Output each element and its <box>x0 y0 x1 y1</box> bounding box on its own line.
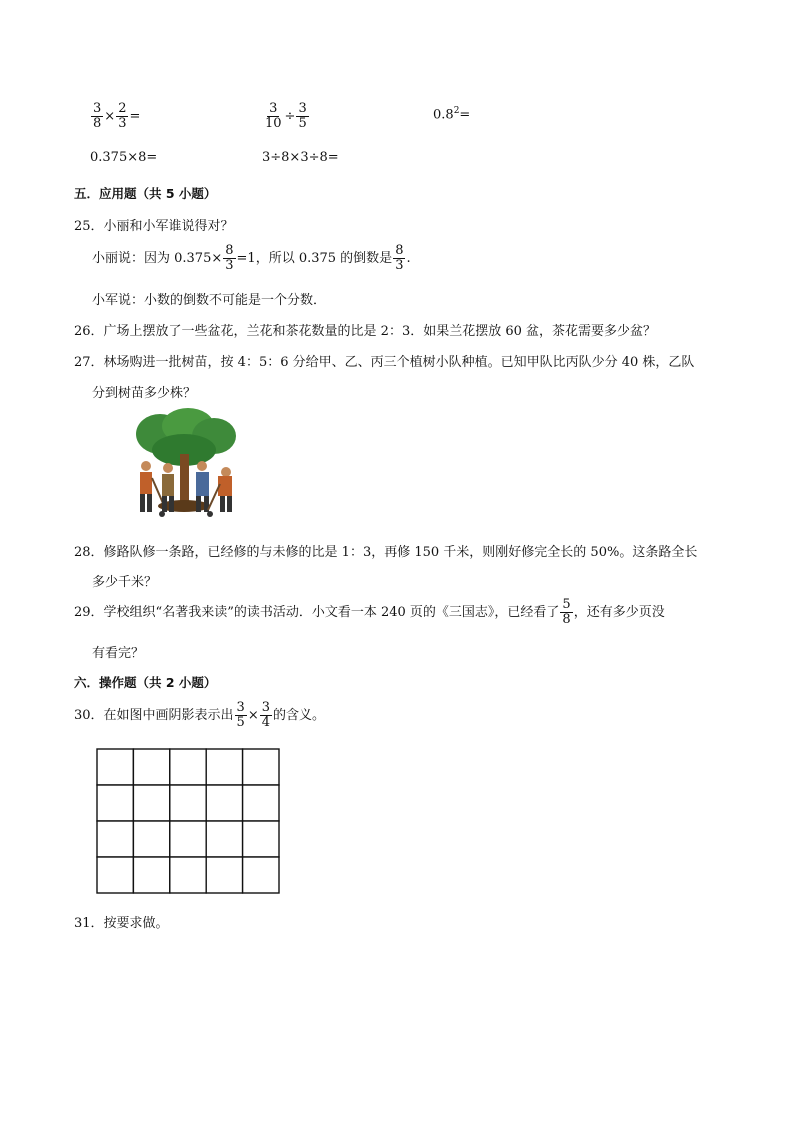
grid-cell[interactable] <box>133 749 169 785</box>
question-29-line1: 29．学校组织“名著我来读”的读书活动．小文看一本 240 页的《三国志》，已经看了 $\frac{5}{8}$ ，还有多少页没 <box>74 597 665 627</box>
fraction: $\frac{8}{3}$ <box>395 243 404 273</box>
grid-cell[interactable] <box>97 857 133 893</box>
fraction: $\frac{2}{3}$ <box>118 101 127 131</box>
fraction: $\frac{3}{4}$ <box>261 700 271 730</box>
grid-cell[interactable] <box>170 785 206 821</box>
fraction: $\frac{3}{10}$ <box>265 101 282 131</box>
grid-cell[interactable] <box>170 857 206 893</box>
fraction: $\frac{8}{3}$ <box>225 243 234 273</box>
grid-cell[interactable] <box>170 821 206 857</box>
grid-cell[interactable] <box>243 749 279 785</box>
grid-cell[interactable] <box>133 785 169 821</box>
question-25: 25．小丽和小军谁说得对？ <box>74 219 234 234</box>
section-heading: 五．应用题（共 5 小题） <box>74 186 217 201</box>
calc-expr-1: $\frac{3}{8}$ × $\frac{2}{3}$ = <box>93 101 141 131</box>
grid-cell[interactable] <box>133 821 169 857</box>
grid-cell[interactable] <box>97 785 133 821</box>
shading-grid[interactable] <box>95 747 281 895</box>
question-30: 30．在如图中画阴影表示出 $\frac{3}{5}$ × $\frac{3}{4}$ 的含义。 <box>74 700 326 730</box>
grid-cell[interactable] <box>243 857 279 893</box>
grid-cell[interactable] <box>206 821 242 857</box>
grid-cell[interactable] <box>97 749 133 785</box>
fraction: $\frac{3}{5}$ <box>298 101 307 131</box>
question-31: 31．按要求做。 <box>74 916 169 931</box>
grid-cell[interactable] <box>206 857 242 893</box>
fraction: $\frac{3}{8}$ <box>93 101 102 131</box>
grid-cell[interactable] <box>97 821 133 857</box>
question-28-line1: 28．修路队修一条路，已经修的与未修的比是 1：3，再修 150 千米，则刚好修完全长的 50%。这条路全长 <box>74 545 698 560</box>
section-heading: 六．操作题（共 2 小题） <box>74 675 217 690</box>
question-27-line2: 分到树苗多少株？ <box>92 386 197 401</box>
question-28-line2: 多少千米？ <box>92 575 158 590</box>
question-26: 26．广场上摆放了一些盆花，兰花和茶花数量的比是 2：3．如果兰花摆放 60 盆，茶花需要多少盆？ <box>74 324 657 339</box>
grid-cell[interactable] <box>206 785 242 821</box>
question-27-line1: 27．林场购进一批树苗，按 4：5：6 分给甲、乙、丙三个植树小队种植。已知甲队比丙队少分 40 株，乙队 <box>74 355 695 370</box>
grid-cell[interactable] <box>206 749 242 785</box>
calc-expr-5: 3÷8×3÷8= <box>262 150 339 165</box>
tree-planting-illustration <box>122 406 254 524</box>
calc-expr-2: $\frac{3}{10}$ ÷ $\frac{3}{5}$ <box>265 101 307 131</box>
grid-cell[interactable] <box>133 857 169 893</box>
fraction: $\frac{3}{5}$ <box>236 700 245 730</box>
calc-expr-4: 0.375×8= <box>90 150 158 165</box>
calc-expr-3: $0.8^2=$ <box>433 106 471 123</box>
q25-xiaojun-statement: 小军说：小数的倒数不可能是一个分数． <box>92 293 327 308</box>
grid-cell[interactable] <box>243 785 279 821</box>
grid-cell[interactable] <box>170 749 206 785</box>
fraction: $\frac{5}{8}$ <box>562 597 571 627</box>
grid-cell[interactable] <box>243 821 279 857</box>
question-29-line2: 有看完？ <box>92 646 145 661</box>
q25-xiaoli-statement: 小丽说：因为 0.375× $\frac{8}{3}$ =1，所以 0.375 的倒数是 $\frac{8}{3}$ . <box>92 243 411 273</box>
